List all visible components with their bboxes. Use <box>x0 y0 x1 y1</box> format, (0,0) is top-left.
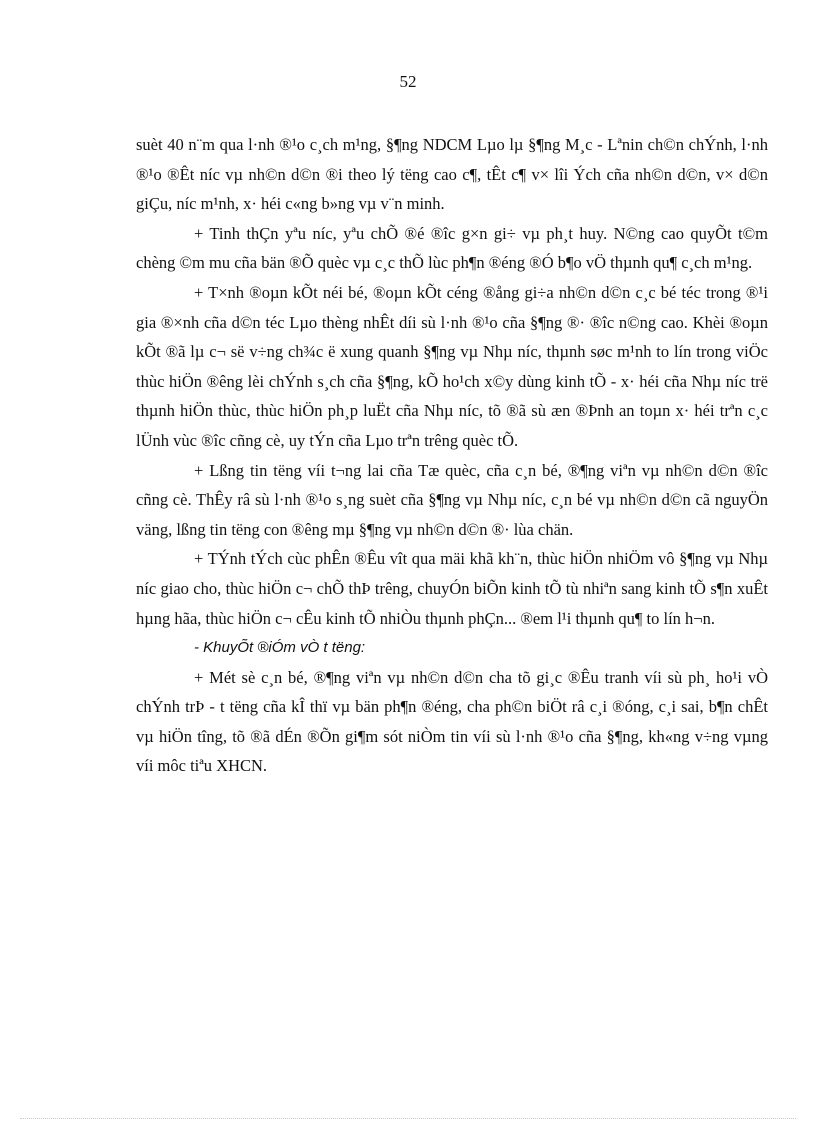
paragraph-patriotism: + Tinh thÇn yªu níc, yªu chÕ ®é ®îc g×n gi÷ vµ ph¸t huy. N©ng cao quyÕt t©m chèng ©m mu cña bän ®Õ quèc vµ c¸c thÕ lùc ph¶n ®éng ®Ó b¶o vÖ thµnh qu¶ c¸ch m¹ng. <box>136 223 768 273</box>
document-body <box>136 130 768 781</box>
bottom-dotted-rule <box>20 1118 796 1119</box>
paragraph-solidarity: + T×nh ®oµn kÕt néi bé, ®oµn kÕt céng ®ång gi÷a nh©n d©n c¸c bé téc trong ®¹i gia ®×nh cña d©n téc Lµo thèng nhÊt díi sù l·nh ®¹o cña §¶ng ®· ®îc n©ng cao. Khèi ®oµn kÕt ®ã lµ c¬ së v÷ng ch¾c ë xung quanh §¶ng vµ Nhµ níc, thµnh søc m¹nh to lín trong viÖc thùc hiÖn ®êng lèi chÝnh s¸ch cña §¶ng, kÕ ho¹ch x©y dùng kinh tÕ - x· héi cña Nhµ níc trë thµnh hiÖn thùc, thùc hiÖn ph¸p luËt cña Nhµ níc, tõ ®ã sù æn ®Þnh an toµn x· héi trªn c¸c lÜnh vùc ®îc cñng cè, uy tÝn cña Lµo trªn trêng quèc tÕ. <box>136 282 768 450</box>
paragraph-shortcomings: + Mét sè c¸n bé, ®¶ng viªn vµ nh©n d©n cha tõ gi¸c ®Êu tranh víi sù ph¸ ho¹i vÒ chÝnh trÞ - t tëng cña kÎ thï vµ bän ph¶n ®éng, cha ph©n biÖt râ c¸i ®óng, c¸i sai, b¶n chÊt vµ hiÖn tîng, tõ ®ã dÉn ®Õn gi¶m sót niÒm tin víi sù l·nh ®¹o cña §¶ng, kh«ng v÷ng vµng víi môc tiªu XHCN. <box>136 667 768 776</box>
page-number: 52 <box>399 72 417 91</box>
paragraph-continuation: suèt 40 n¨m qua l·nh ®¹o c¸ch m¹ng, §¶ng NDCM Lµo lµ §¶ng M¸c - Lªnin ch©n chÝnh, l·nh ®¹o ®Êt níc vµ nh©n d©n ®i theo lý tëng cao c¶, tÊt c¶ v× lîi Ých cña nh©n d©n, v× d©n giÇu, níc m¹nh, x· héi c«ng b»ng vµ v¨n minh. <box>136 135 768 214</box>
subheading-shortcomings: - KhuyÕt ®iÓm vÒ t tëng: <box>194 639 366 657</box>
paragraph-confidence: + Lßng tin tëng víi t¬ng lai cña Tæ quèc, cña c¸n bé, ®¶ng viªn vµ nh©n d©n ®îc cñng cè. ThÊy râ sù l·nh ®¹o s¸ng suèt cña §¶ng vµ Nhµ níc, c¸n bé vµ nh©n d©n cã nguyÖn väng, lßng tin tëng con ®êng mµ §¶ng vµ nh©n d©n ®· lùa chän. <box>136 460 768 539</box>
paragraph-activeness: + TÝnh tÝch cùc phÊn ®Êu vît qua mäi khã kh¨n, thùc hiÖn nhiÖm vô §¶ng vµ Nhµ níc giao cho, thùc hiÖn c¬ chÕ thÞ trêng, chuyÓn biÕn kinh tÕ tù nhiªn sang kinh tÕ s¶n xuÊt hµng hãa, thùc hiÖn c¬ cÊu kinh tÕ nhiÒu thµnh phÇn... ®em l¹i thµnh qu¶ to lín h¬n. <box>136 549 768 628</box>
